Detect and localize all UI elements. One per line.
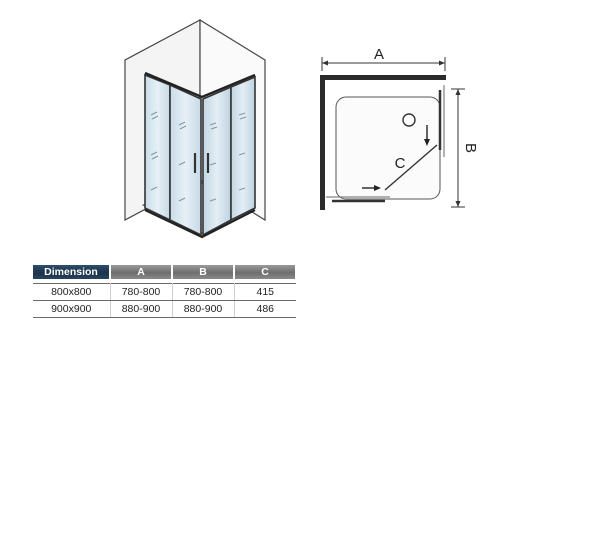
plan-wall-left [320, 75, 325, 210]
table-cell: 780-800 [172, 284, 234, 301]
table-row [33, 284, 296, 301]
table-cell: 900x900 [33, 301, 110, 318]
table-header-c: C [234, 265, 296, 279]
table-cell: 780-800 [110, 284, 172, 301]
glass-panel-left-door [170, 85, 201, 235]
table-cell: 486 [234, 301, 296, 318]
table-row [33, 301, 296, 318]
table-cell: 880-900 [110, 301, 172, 318]
plan-wall-top [320, 75, 446, 80]
dimension-c-label: C [394, 155, 406, 172]
drain-icon [403, 114, 415, 126]
plan-diagram [310, 45, 479, 215]
dimension-a-label: A [373, 46, 385, 63]
table-cell: 415 [234, 284, 296, 301]
table-header-dimension: Dimension [33, 265, 110, 279]
glass-panel-left-fixed [145, 75, 170, 220]
table-header-a: A [110, 265, 172, 279]
dimension-b-label: B [462, 142, 479, 154]
table-header-b: B [172, 265, 234, 279]
dimension-table [33, 265, 297, 318]
plan-tray [336, 97, 440, 199]
table-header-row [33, 265, 296, 279]
glass-panel-right-fixed [231, 77, 255, 220]
table-cell: 800x800 [33, 284, 110, 301]
table-cell: 880-900 [172, 301, 234, 318]
shower-enclosure-illustration [115, 15, 275, 240]
